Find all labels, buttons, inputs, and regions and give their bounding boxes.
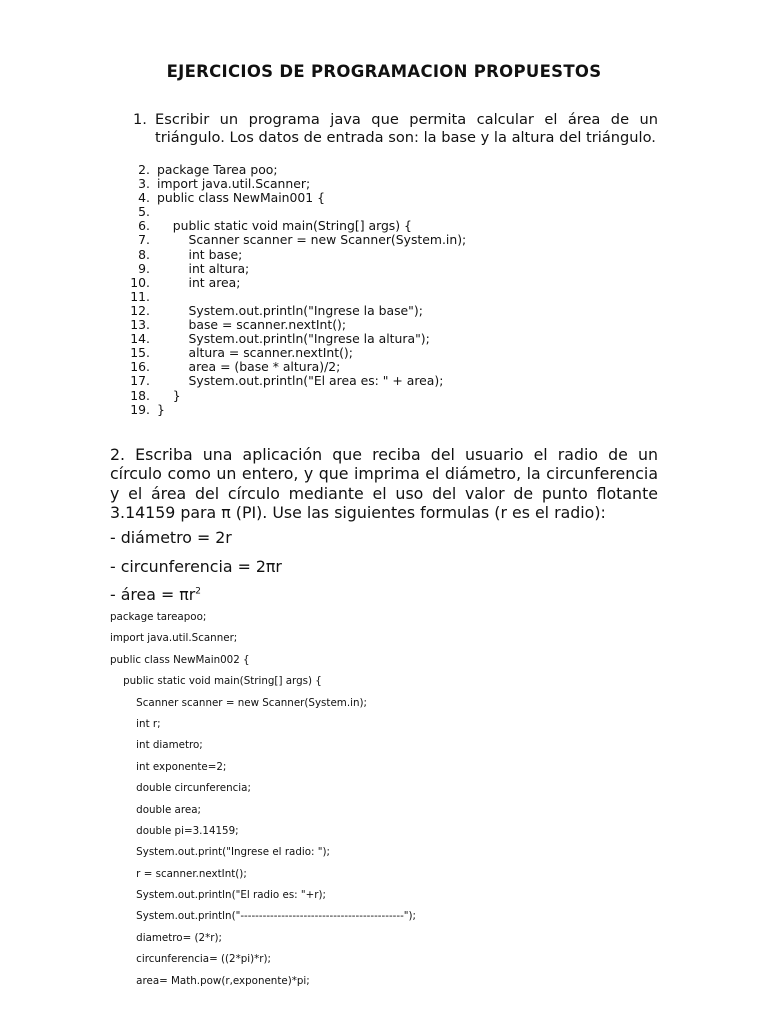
line-number: 10. (130, 274, 150, 290)
code-line (120, 177, 466, 191)
line-text: System.out.println("Ingrese la base"); (157, 302, 423, 318)
line-number: 18. (130, 387, 150, 403)
code-line (120, 374, 466, 388)
line-text: } (157, 401, 165, 417)
code-line: Scanner scanner = new Scanner(System.in); (110, 696, 367, 709)
code-line: double pi=3.14159; (110, 824, 239, 837)
code-line: area= Math.pow(r,exponente)*pi; (110, 974, 310, 987)
line-text: base = scanner.nextInt(); (157, 317, 347, 333)
exercise-2-code (110, 611, 416, 996)
code-line: package tareapoo; (110, 611, 207, 623)
exercise-1-text: Escribir un programa java que permita calcular el área de un triángulo. Los datos de entrada son: la base y la altura del triángulo. (155, 111, 658, 146)
formula-area-exponent: 2 (195, 586, 201, 597)
code-line: r = scanner.nextInt(); (110, 867, 247, 880)
line-text: System.out.println("Ingrese la altura"); (157, 331, 430, 347)
line-number: 11. (130, 288, 150, 304)
line-text: int altura; (157, 260, 250, 276)
code-line: double area; (110, 803, 201, 816)
code-line: System.out.println("--------------------------------------------"); (110, 910, 417, 923)
line-text: public class NewMain001 { (157, 190, 325, 206)
exercise-1 (133, 111, 658, 147)
line-number: 7. (138, 232, 150, 248)
line-text: System.out.println("El area es: " + area); (157, 373, 444, 389)
formula-circumference: - circunferencia = 2πr (110, 557, 282, 576)
exercise-1-code (120, 163, 466, 417)
line-number: 17. (130, 373, 150, 389)
code-line: System.out.println("El radio es: "+r); (110, 889, 327, 902)
code-line (120, 389, 466, 403)
code-line (120, 276, 466, 290)
line-text: area = (base * altura)/2; (157, 359, 341, 375)
code-line: public class NewMain002 { (110, 653, 250, 666)
code-line: System.out.print("Ingrese el radio: "); (110, 846, 331, 859)
code-line (120, 248, 466, 262)
code-line (120, 219, 466, 233)
line-number: 4. (138, 190, 150, 206)
code-line (120, 262, 466, 276)
line-number: 12. (130, 302, 150, 318)
code-line (120, 205, 466, 219)
code-line (120, 403, 466, 417)
line-number: 13. (130, 317, 150, 333)
code-line: int exponente=2; (110, 760, 227, 773)
code-line: double circunferencia; (110, 782, 251, 795)
line-number: 16. (130, 359, 150, 375)
line-text: public static void main(String[] args) { (157, 218, 412, 234)
code-line (120, 163, 466, 177)
line-text: int area; (157, 274, 241, 290)
exercise-1-number: 1. (133, 111, 147, 128)
code-line: diametro= (2*r); (110, 931, 222, 944)
code-line (120, 346, 466, 360)
document-title: EJERCICIOS DE PROGRAMACION PROPUESTOS (166, 62, 602, 81)
code-line: public static void main(String[] args) { (110, 675, 322, 688)
code-line: import java.util.Scanner; (110, 632, 238, 645)
line-text: package Tarea poo; (157, 162, 278, 177)
code-line (120, 191, 466, 205)
line-number: 9. (138, 260, 150, 276)
code-line (120, 304, 466, 318)
line-text: } (157, 387, 181, 403)
formula-area-text: - área = πr (110, 585, 196, 604)
line-number: 15. (130, 345, 150, 361)
line-text: Scanner scanner = new Scanner(System.in); (157, 232, 467, 248)
line-number: 8. (138, 246, 150, 262)
formula-area (110, 585, 201, 604)
exercise-2-text: 2. Escriba una aplicación que reciba del usuario el radio de un círculo como un entero, y que imprima el diámetro, la circunferencia y el área del círculo mediante el uso del valor de punto flotante 3.14159 para π (PI). Use las siguientes formulas (r es el radio): (110, 445, 658, 522)
code-line (120, 290, 466, 304)
code-line (120, 360, 466, 374)
line-text: int base; (157, 246, 243, 262)
code-line: int r; (110, 717, 161, 730)
line-number: 3. (138, 176, 150, 192)
code-line (120, 318, 466, 332)
line-number: 5. (138, 204, 150, 220)
line-number: 6. (138, 218, 150, 234)
line-number: 2. (138, 162, 150, 177)
line-text: import java.util.Scanner; (157, 176, 311, 192)
formula-diameter: - diámetro = 2r (110, 528, 232, 547)
code-line (120, 332, 466, 346)
code-line: int diametro; (110, 739, 203, 752)
code-line (120, 233, 466, 247)
line-number: 19. (130, 401, 150, 417)
line-text: altura = scanner.nextInt(); (157, 345, 353, 361)
line-number: 14. (130, 331, 150, 347)
code-line: circunferencia= ((2*pi)*r); (110, 953, 272, 966)
